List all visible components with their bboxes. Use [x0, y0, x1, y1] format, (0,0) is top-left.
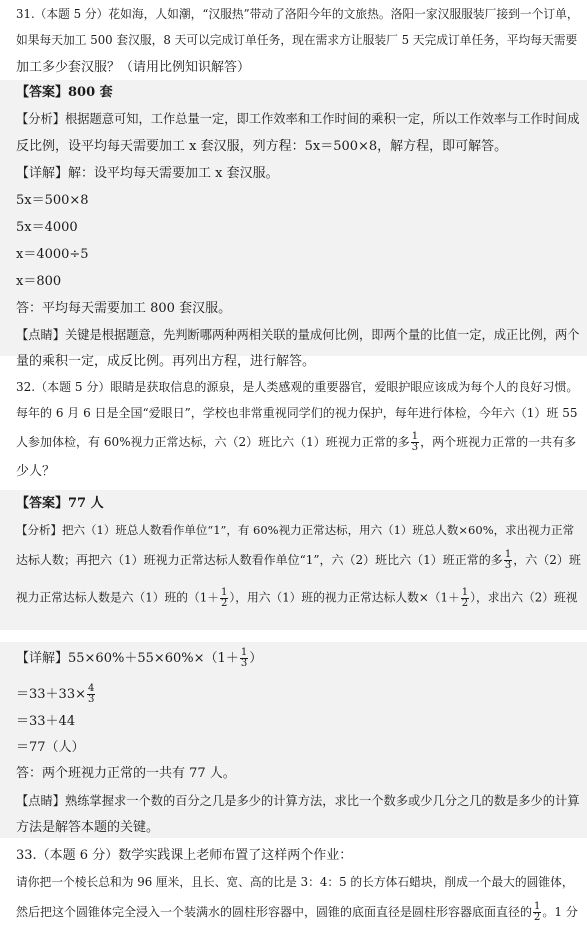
- q32-stem-line3: [16, 432, 576, 453]
- q32-analysis-line1: 【分析】把六（1）班总人数看作单位“1”，有 60%视力正常达标，用六（1）班总人数×60%，求出视力正常: [16, 523, 575, 537]
- q32-analysis-line2: 达标人数；再把六（1）班视力正常达标人数看作单位“1”，六（2）班比六（1）班正常的多 $\frac{1}{3}$ ，六（2）班: [16, 549, 581, 571]
- q32-answer: 【答案】77 人: [16, 496, 104, 511]
- q32-stem-line4: 少人？: [16, 464, 56, 479]
- fraction-one-third: $\frac{1}{3}$: [411, 431, 419, 453]
- q31-comment-line1: 【点睛】关键是根据题意，先判断哪两种两相关联的量成何比例，即两个量的比值一定，成正比例，两个: [16, 328, 580, 342]
- q31-stem-line1: 31.（本题 5 分）花如海，人如潮，“汉服热”带动了洛阳今年的文旅热。洛阳一家汉服服装厂接到一个订单，: [16, 7, 579, 21]
- q33-stem-line2: 请你把一个棱长总和为 96 厘米，且长、宽、高的比是 3：4：5 的长方体石蜡块，削成一个最大的圆锥体，: [16, 875, 574, 889]
- q31-answer: 【答案】800 套: [16, 85, 113, 100]
- fraction-one-half: $\frac{1}{2}$: [461, 587, 469, 609]
- fraction-one-half: $\frac{1}{2}$: [534, 901, 541, 923]
- q32-conclusion: 答：两个班视力正常的一共有 77 人。: [16, 766, 236, 781]
- q31-detail: 【详解】解：设平均每天需要加工 x 套汉服。: [16, 166, 279, 181]
- fraction-one-third: $\frac{1}{3}$: [240, 647, 248, 669]
- q31-equation-1: 5x＝500×8: [16, 193, 89, 208]
- q31-stem-line3: 加工多少套汉服？（请用比例知识解答）: [16, 60, 251, 75]
- q31-analysis-line2: 反比例，设平均每天需要加工 x 套汉服，列方程：5x＝500×8，解方程，即可解答。: [16, 139, 508, 154]
- q32-step-2: ＝33＋44: [16, 714, 76, 729]
- q32-stem-line1: 32.（本题 5 分）眼睛是获取信息的源泉，是人类感观的重要器官，爱眼护眼应该成为每个人的良好习惯。: [16, 380, 579, 394]
- q31-conclusion: 答：平均每天需要加工 800 套汉服。: [16, 301, 232, 316]
- q31-analysis-line1: 【分析】根据题意可知，工作总量一定，即工作效率和工作时间的乘积一定，所以工作效率与工作时间成: [16, 112, 580, 126]
- q32-comment-line1: 【点睛】熟练掌握求一个数的百分之几是多少的计算方法，求比一个数多或少几分之几的数是多少的计算: [16, 794, 580, 808]
- fraction-one-half: $\frac{1}{2}$: [220, 587, 228, 609]
- q33-stem-line3: 然后把这个圆锥体完全浸入一个装满水的圆柱形容器中，圆锥的底面直径是圆柱形容器底面直径的 $\frac{1}{2}$ 。1 分: [16, 901, 578, 923]
- q32-comment-line2: 方法是解答本题的关键。: [16, 820, 160, 835]
- q31-equation-2: 5x＝4000: [16, 220, 78, 235]
- q32-stem-line3-part1: 人参加体检，有 60%视力正常达标，六（2）班比六（1）班视力正常的多: [16, 435, 410, 449]
- fraction-one-third: $\frac{1}{3}$: [504, 549, 512, 571]
- q33-stem-line1: 33.（本题 6 分）数学实践课上老师布置了这样两个作业：: [16, 848, 353, 863]
- q31-equation-4: x＝800: [16, 274, 62, 289]
- q32-stem-line2: 每年的 6 月 6 日是全国“爱眼日”，学校也非常重视同学们的视力保护，每年进行体检，今年六（1）班 55: [16, 406, 578, 420]
- q31-equation-3: x＝4000÷5: [16, 247, 89, 262]
- q32-stem-line3-part2: ，两个班视力正常的一共有多: [420, 435, 577, 449]
- q32-step-1: ＝33＋33× $\frac{4}{3}$: [16, 683, 95, 705]
- q32-analysis-line3: 视力正常达标人数是六（1）班的（1＋ $\frac{1}{2}$ ），用六（1）班的视力正常达标人数×（1＋ $\frac{1}{2}$ ），求出六（2）班视: [16, 587, 578, 609]
- fraction-four-thirds: $\frac{4}{3}$: [87, 683, 95, 705]
- q31-stem-line2: 如果每天加工 500 套汉服，8 天可以完成订单任务，现在需求方让服装厂 5 天完成订单任务，平均每天需要: [16, 33, 578, 47]
- q31-comment-line2: 量的乘积一定，成反比例。再列出方程，进行解答。: [16, 354, 316, 369]
- q32-detail: 【详解】55×60%＋55×60%×（1＋ $\frac{1}{3}$ ）: [16, 647, 263, 669]
- q32-step-3: ＝77（人）: [16, 740, 85, 755]
